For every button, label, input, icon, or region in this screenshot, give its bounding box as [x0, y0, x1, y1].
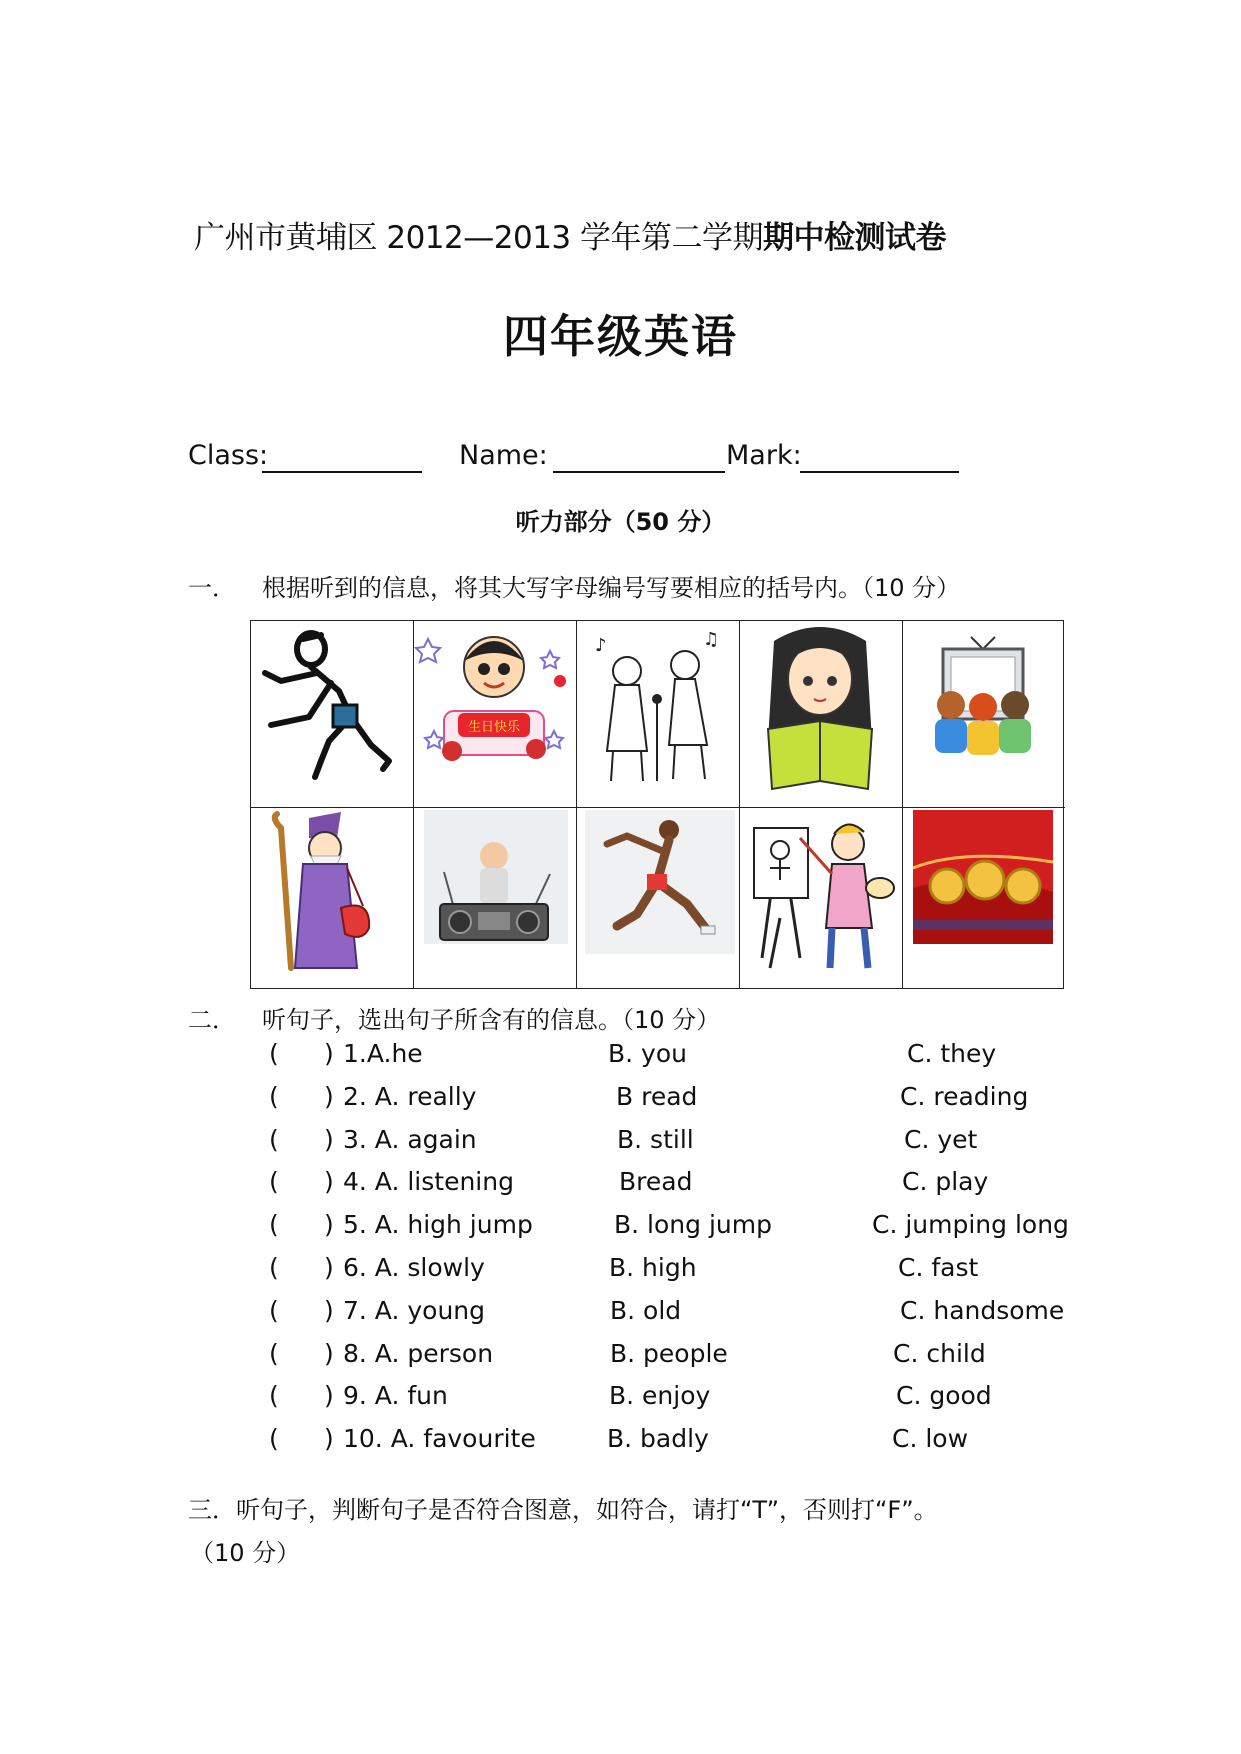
picture-cell: [577, 808, 740, 988]
picture-cell: [740, 621, 903, 808]
option-c: C. they: [907, 1039, 997, 1068]
picture-cell: [414, 621, 577, 808]
option-b: B read: [616, 1081, 698, 1111]
option-a: 3. A. again: [343, 1124, 477, 1154]
picture-cell: [903, 808, 1065, 988]
exam-title-prefix: 广州市黄埔区 2012—2013 学年第二学期: [194, 220, 763, 256]
option-c: C. child: [893, 1338, 986, 1368]
girl-reading-book-icon: [740, 621, 900, 801]
answer-paren-open[interactable]: (: [269, 1424, 279, 1454]
section1-instruction: 根据听到的信息，将其大写字母编号写要相应的括号内。（10 分）: [262, 574, 961, 602]
option-a: 10. A. favourite: [343, 1424, 536, 1454]
picture-cell: [251, 621, 414, 808]
children-watching-tv-icon: [903, 621, 1063, 801]
option-b: B. high: [609, 1253, 697, 1282]
class-label: Class:: [188, 440, 269, 471]
picture-cell: [414, 808, 577, 988]
answer-paren-open[interactable]: (: [269, 1253, 279, 1282]
option-c: C. low: [892, 1424, 969, 1454]
answer-paren-close[interactable]: ): [324, 1210, 334, 1240]
option-c: C. good: [896, 1381, 992, 1411]
option-c: C. jumping long: [872, 1210, 1069, 1240]
section2-number: 二．: [188, 1006, 236, 1034]
option-b: B. badly: [607, 1424, 709, 1454]
answer-paren-close[interactable]: ): [324, 1338, 334, 1368]
picture-grid: [250, 620, 1064, 989]
option-a: 2. A. really: [343, 1081, 477, 1111]
birthday-cake-icon: [414, 621, 574, 801]
name-blank[interactable]: [553, 444, 725, 473]
running-man-icon: [251, 621, 411, 801]
answer-paren-close[interactable]: ): [324, 1124, 334, 1154]
option-a: 5. A. high jump: [343, 1210, 533, 1240]
exam-subtitle: 四年级英语: [502, 310, 738, 363]
answer-paren-open[interactable]: (: [269, 1295, 279, 1325]
answer-paren-close[interactable]: ): [324, 1039, 334, 1068]
answer-paren-open[interactable]: (: [269, 1338, 279, 1368]
answer-paren-open[interactable]: (: [269, 1381, 279, 1411]
boy-with-radio-icon: [414, 808, 574, 984]
answer-paren-open[interactable]: (: [269, 1081, 279, 1111]
section3-points: （10 分）: [190, 1539, 301, 1567]
option-b: B. old: [610, 1295, 682, 1325]
long-jumper-icon: [577, 808, 737, 984]
answer-paren-open[interactable]: (: [269, 1167, 279, 1197]
svg-text:♫: ♫: [703, 629, 720, 650]
listening-header: 听力部分（50 分）: [515, 508, 726, 536]
cake-caption: 生日快乐: [467, 720, 521, 735]
section1-number: 一．: [188, 574, 236, 602]
mark-label: Mark:: [726, 440, 802, 471]
option-c: C. yet: [904, 1124, 978, 1154]
option-b: B. you: [608, 1039, 687, 1068]
option-c: C. play: [902, 1167, 989, 1197]
picture-cell: [251, 808, 414, 988]
option-b: B. people: [610, 1338, 728, 1368]
old-man-with-cane-icon: [251, 808, 411, 984]
option-c: C. fast: [898, 1253, 979, 1282]
answer-paren-close[interactable]: ): [324, 1167, 334, 1197]
singers-icon: [577, 621, 737, 801]
mark-blank[interactable]: [800, 444, 959, 473]
picture-cell: [740, 808, 903, 988]
option-b: B. still: [617, 1124, 694, 1154]
answer-paren-open[interactable]: (: [269, 1124, 279, 1154]
option-a: 8. A. person: [343, 1338, 494, 1368]
option-c: C. reading: [900, 1081, 1029, 1111]
gold-medals-icon: [903, 808, 1063, 984]
answer-paren-close[interactable]: ): [324, 1253, 334, 1282]
exam-title-bold: 期中检测试卷: [763, 220, 946, 256]
option-a: 4. A. listening: [343, 1167, 514, 1197]
option-b: Bread: [619, 1167, 693, 1197]
answer-paren-close[interactable]: ): [324, 1424, 334, 1454]
class-blank[interactable]: [262, 444, 422, 473]
option-c: C. handsome: [900, 1295, 1065, 1325]
section2-instruction: 听句子，选出句子所含有的信息。（10 分）: [262, 1006, 721, 1034]
picture-cell: [577, 621, 740, 808]
section3-instruction: 三．听句子，判断句子是否符合图意，如符合，请打“T”，否则打“F”。: [188, 1496, 938, 1524]
answer-paren-open[interactable]: (: [269, 1039, 279, 1068]
picture-cell: [903, 621, 1065, 808]
option-b: B. enjoy: [609, 1381, 711, 1411]
answer-paren-open[interactable]: (: [269, 1210, 279, 1240]
option-a: 9. A. fun: [343, 1381, 448, 1411]
option-a: 7. A. young: [343, 1295, 486, 1325]
option-a: 6. A. slowly: [343, 1253, 485, 1282]
svg-text:♪: ♪: [595, 635, 607, 656]
answer-paren-close[interactable]: ): [324, 1081, 334, 1111]
answer-paren-close[interactable]: ): [324, 1295, 334, 1325]
option-a: 1.A.he: [343, 1039, 423, 1068]
answer-paren-close[interactable]: ): [324, 1381, 334, 1411]
name-label: Name:: [459, 440, 548, 471]
option-b: B. long jump: [614, 1210, 772, 1240]
exam-title: [194, 212, 946, 257]
painter-icon: [740, 808, 900, 984]
